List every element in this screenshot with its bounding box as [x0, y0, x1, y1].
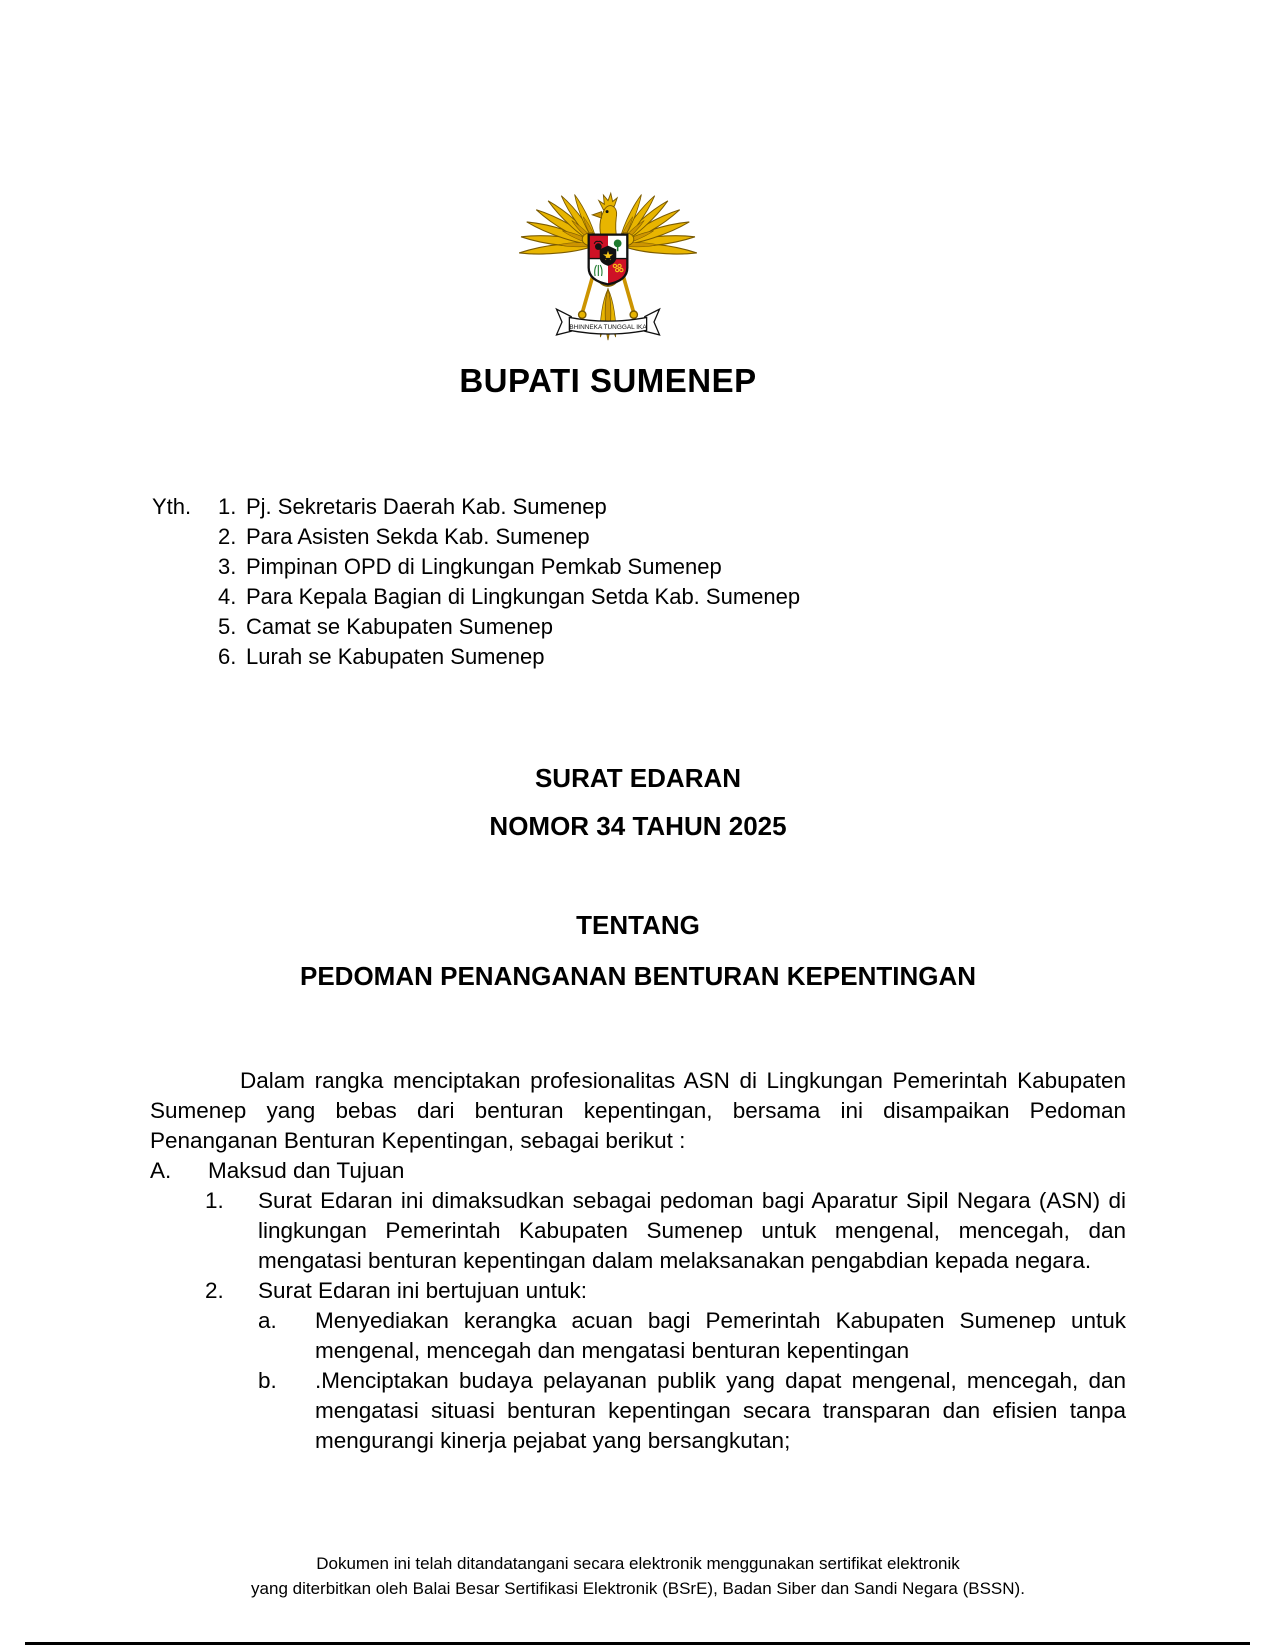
list-subitem-letter: b.: [258, 1368, 277, 1393]
document-about-label: TENTANG: [576, 910, 700, 940]
list-item-2: [205, 1276, 1126, 1306]
recipient-number: 3.: [218, 554, 237, 579]
garuda-head-icon: [592, 193, 617, 239]
list-item-1: [205, 1186, 1126, 1276]
recipient-item: [218, 522, 800, 552]
pancasila-shield-icon: [589, 235, 628, 287]
footer-line-2: yang diterbitkan oleh Balai Besar Sertifikasi Elektronik (BSrE), Badan Siber dan Sandi Negara (BSSN).: [251, 1579, 1025, 1598]
letterhead-title: BUPATI SUMENEP: [459, 362, 757, 399]
list-item-number: 1.: [205, 1188, 224, 1213]
garuda-pancasila-emblem: [516, 136, 700, 348]
recipient-item: [218, 612, 800, 642]
section-title: Maksud dan Tujuan: [208, 1158, 405, 1183]
list-subitem-text: Menyediakan kerangka acuan bagi Pemerintah Kabupaten Sumenep untuk mengenal, mencegah dan mengatasi benturan kepentingan: [315, 1308, 1126, 1363]
recipients-salutation: Yth.: [152, 494, 192, 519]
document-subject-title: PEDOMAN PENANGANAN BENTURAN KEPENTINGAN: [299, 961, 977, 991]
esignature-footer: [150, 1551, 1126, 1601]
recipient-text: Para Asisten Sekda Kab. Sumenep: [246, 524, 590, 549]
recipient-text: Pimpinan OPD di Lingkungan Pemkab Sumenep: [246, 554, 722, 579]
list-item-text: Surat Edaran ini bertujuan untuk:: [258, 1278, 587, 1303]
section-marker: A.: [150, 1158, 172, 1183]
recipient-item: [218, 582, 800, 612]
recipient-text: Lurah se Kabupaten Sumenep: [246, 644, 545, 669]
recipient-number: 2.: [218, 524, 237, 549]
recipients-block: [152, 492, 800, 672]
recipient-item: [218, 552, 800, 582]
recipient-item: [218, 642, 800, 672]
list-subitem-b: [258, 1366, 1126, 1456]
list-subitem-letter: a.: [258, 1308, 277, 1333]
recipient-item: [218, 492, 800, 522]
recipients-list: [218, 492, 800, 672]
document-type-title: SURAT EDARAN: [534, 763, 742, 793]
document-number-title: NOMOR 34 TAHUN 2025: [489, 811, 787, 841]
recipient-text: Para Kepala Bagian di Lingkungan Setda Kab. Sumenep: [246, 584, 801, 609]
list-item-number: 2.: [205, 1278, 224, 1303]
section-a-heading: [150, 1156, 1126, 1186]
opening-paragraph: Dalam rangka menciptakan profesionalitas ASN di Lingkungan Pemerintah Kabupaten Sumenep yang bebas dari benturan kepentingan, bersama ini disampaikan Pedoman Penanganan Benturan Kepentingan, sebagai berikut :: [150, 1068, 1126, 1153]
recipient-text: Pj. Sekretaris Daerah Kab. Sumenep: [246, 494, 607, 519]
footer-line-1: Dokumen ini telah ditandatangani secara elektronik menggunakan sertifikat elektronik: [316, 1554, 960, 1573]
recipient-text: Camat se Kabupaten Sumenep: [246, 614, 553, 639]
list-item-text: Surat Edaran ini dimaksudkan sebagai pedoman bagi Aparatur Sipil Negara (ASN) di lingkungan Pemerintah Kabupaten Sumenep untuk mengenal, mencegah, dan mengatasi benturan kepentingan dalam melaksanakan pengabdian kepada negara.: [258, 1188, 1126, 1273]
recipient-number: 5.: [218, 614, 237, 639]
list-subitem-a: [258, 1306, 1126, 1366]
page-bottom-rule: [25, 1642, 1250, 1645]
recipient-number: 1.: [218, 494, 237, 519]
list-subitem-text: .Menciptakan budaya pelayanan publik yang dapat mengenal, mencegah, dan mengatasi situasi benturan kepentingan secara transparan dan efisien tanpa mengurangi kinerja pejabat yang bersangkutan;: [315, 1368, 1126, 1453]
recipient-number: 6.: [218, 644, 237, 669]
document-body: [150, 1066, 1126, 1456]
recipient-number: 4.: [218, 584, 237, 609]
emblem-motto-text: BHINNEKA TUNGGAL IKA: [569, 323, 647, 331]
